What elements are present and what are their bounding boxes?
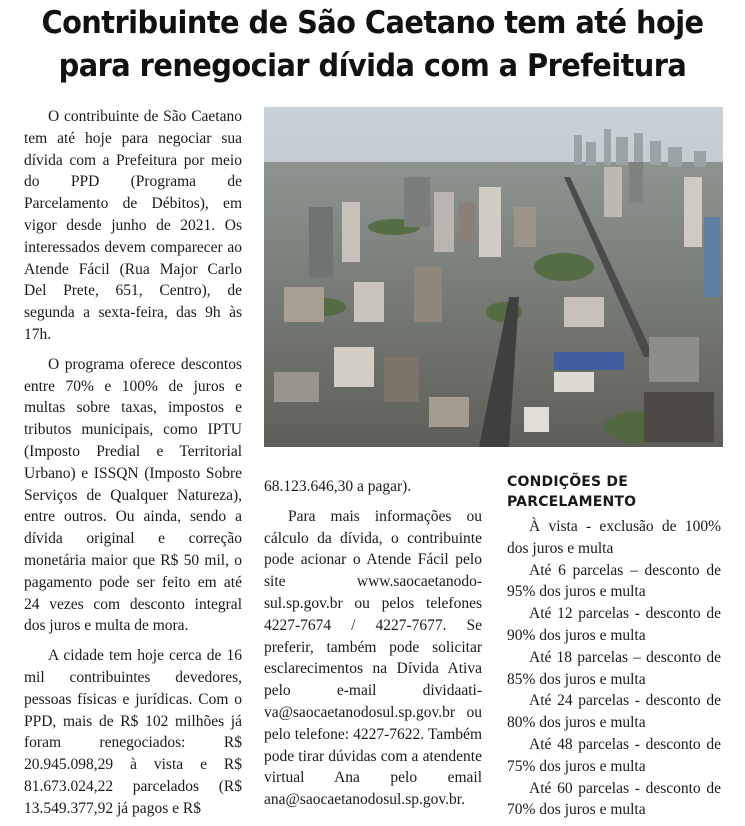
condition-item: Até 18 parcelas – desconto de 85% dos juros e multa xyxy=(507,648,721,688)
condition-item: Até 12 parcelas - desconto de 90% dos juros e multa xyxy=(507,605,721,644)
city-photo-illustration xyxy=(264,107,723,447)
article-paragraph-1: O contribuinte de São Caetano tem até hoje para negociar sua dívida com a Prefeitura por meio do PPD (Programa de Parcelamento de Débitos), em vigor desde junho de 2021. Os interessados devem comparecer ao Atende Fácil (Rua Major Carlo Del Prete, 651, Centro), de segunda a sexta-feira, das 9h às 17h. xyxy=(24,108,242,343)
conditions-box xyxy=(507,472,721,821)
city-aerial-photo xyxy=(264,107,723,447)
conditions-heading-line-2: PARCELAMENTO xyxy=(507,494,637,510)
condition-item: À vista - exclusão de 100% dos juros e multa xyxy=(507,518,721,557)
article-paragraph-3: A cidade tem hoje cerca de 16 mil contribuintes devedores, pessoas físicas e jurídicas. Com o PPD, mais de R$ 102 milhões já foram renegociados: R$ 20.945.098,29 à vista e R$ 81.673.024,22 parcelados (R$ 13.549.377,92 já pagos e R$ xyxy=(24,647,242,817)
conditions-list xyxy=(507,516,721,821)
conditions-heading xyxy=(507,472,721,512)
condition-item: Até 60 parcelas - desconto de 70% dos juros e multa xyxy=(507,779,721,819)
article-paragraph-2: O programa oferece descontos entre 70% e 100% de juros e multas sobre taxas, impostos e tributos municipais, como IPTU (Imposto Predial e Territorial Urbano) e ISSQN (Imposto Sobre Serviços de Qualquer Natureza), entre outros. Ou ainda, sendo a dívida original e correção monetária maior que R$ 50 mil, o pagamento pode ser feito em até 24 vezes com desconto integral dos juros e multa de mora. xyxy=(24,355,242,635)
headline xyxy=(34,2,712,88)
condition-item: Até 24 parcelas - desconto de 80% dos juros e multa xyxy=(507,692,721,732)
article-column-1 xyxy=(24,106,242,820)
condition-item: Até 48 parcelas - desconto de 75% dos juros e multa xyxy=(507,735,721,775)
article-column-2 xyxy=(264,476,482,811)
article-paragraph-4: 68.123.646,30 a pagar). xyxy=(264,478,412,495)
headline-line-1: Contribuinte de São Caetano tem até hoje xyxy=(41,5,704,41)
conditions-heading-line-1: CONDIÇÕES DE xyxy=(507,474,629,490)
headline-line-2: para renegociar dívida com a Prefeitura xyxy=(58,48,687,84)
condition-item: Até 6 parcelas – desconto de 95% dos juros e multa xyxy=(507,561,721,601)
article-paragraph-5: Para mais informações ou cálculo da dívida, o contribuinte pode acionar o Atende Fácil pelo site www.saocaetanodosul.sp.gov.br ou pelos telefones 4227-7674 / 4227-7677. Se preferir, também pode solicitar esclarecimentos na Dívida Ativa pelo e-mail dividaativa@saocaetanodosul.sp.gov.br ou pelo telefone: 4227-7622. Também pode tirar dúvidas com a atendente virtual Ana pelo email ana@saocaetanodosul.sp.gov.br. xyxy=(264,507,482,809)
